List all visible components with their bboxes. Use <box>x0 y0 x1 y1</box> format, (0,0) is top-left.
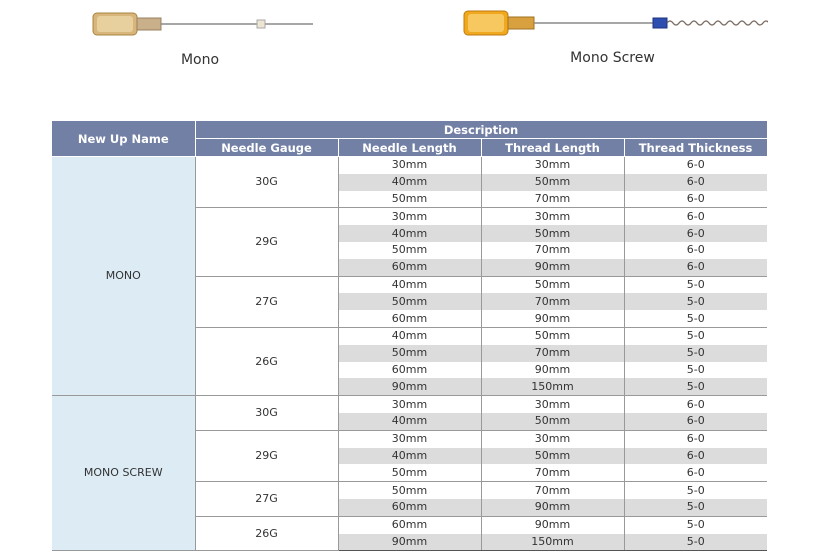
thread-thickness-cell: 5-0 <box>624 362 767 379</box>
thread-thickness-cell: 6-0 <box>624 396 767 413</box>
thread-length-cell: 50mm <box>481 225 624 242</box>
thread-thickness-cell: 6-0 <box>624 225 767 242</box>
thread-length-cell: 50mm <box>481 327 624 344</box>
thread-thickness-cell: 5-0 <box>624 516 767 533</box>
thread-thickness-cell: 6-0 <box>624 157 767 174</box>
needle-length-cell: 30mm <box>338 396 481 413</box>
thread-thickness-cell: 5-0 <box>624 345 767 362</box>
needle-gauge-cell: 27G <box>195 276 338 327</box>
header-new-up-name: New Up Name <box>52 121 195 157</box>
thread-length-cell: 30mm <box>481 430 624 447</box>
thread-length-cell: 70mm <box>481 242 624 259</box>
needle-length-cell: 50mm <box>338 345 481 362</box>
thread-length-cell: 90mm <box>481 259 624 276</box>
mono-product <box>80 10 320 68</box>
needle-length-cell: 30mm <box>338 208 481 225</box>
mono-screw-product <box>455 8 770 66</box>
header-needle-length: Needle Length <box>338 139 481 157</box>
thread-thickness-cell: 6-0 <box>624 464 767 481</box>
needle-length-cell: 30mm <box>338 430 481 447</box>
thread-length-cell: 50mm <box>481 448 624 465</box>
needle-length-cell: 40mm <box>338 276 481 293</box>
thread-thickness-cell: 5-0 <box>624 534 767 551</box>
thread-thickness-cell: 6-0 <box>624 174 767 191</box>
thread-thickness-cell: 6-0 <box>624 430 767 447</box>
needle-length-cell: 50mm <box>338 464 481 481</box>
table-row <box>52 396 767 413</box>
needle-length-cell: 40mm <box>338 225 481 242</box>
thread-thickness-cell: 6-0 <box>624 208 767 225</box>
needle-length-cell: 40mm <box>338 448 481 465</box>
needle-length-cell: 60mm <box>338 362 481 379</box>
thread-length-cell: 30mm <box>481 396 624 413</box>
thread-length-cell: 30mm <box>481 208 624 225</box>
thread-length-cell: 90mm <box>481 310 624 327</box>
thread-thickness-cell: 5-0 <box>624 482 767 499</box>
thread-length-cell: 30mm <box>481 157 624 174</box>
needle-gauge-cell: 29G <box>195 430 338 481</box>
needle-gauge-cell: 26G <box>195 327 338 395</box>
thread-length-cell: 70mm <box>481 345 624 362</box>
needle-gauge-cell: 29G <box>195 208 338 276</box>
thread-length-cell: 70mm <box>481 293 624 310</box>
mono-caption: Mono <box>180 52 220 68</box>
thread-thickness-cell: 6-0 <box>624 242 767 259</box>
needle-length-cell: 60mm <box>338 259 481 276</box>
needle-length-cell: 60mm <box>338 310 481 327</box>
thread-length-cell: 70mm <box>481 191 624 208</box>
thread-thickness-cell: 6-0 <box>624 413 767 430</box>
thread-length-cell: 50mm <box>481 174 624 191</box>
needle-length-cell: 50mm <box>338 293 481 310</box>
mono-screw-needle-image <box>458 8 768 38</box>
thread-length-cell: 70mm <box>481 482 624 499</box>
needle-length-cell: 90mm <box>338 378 481 395</box>
needle-length-cell: 60mm <box>338 499 481 516</box>
product-name-cell: MONO SCREW <box>52 396 195 551</box>
header-needle-gauge: Needle Gauge <box>195 139 338 157</box>
needle-length-cell: 40mm <box>338 327 481 344</box>
product-spec-table <box>52 120 768 551</box>
needle-gauge-cell: 27G <box>195 482 338 517</box>
needle-length-cell: 50mm <box>338 191 481 208</box>
needle-length-cell: 50mm <box>338 482 481 499</box>
thread-thickness-cell: 5-0 <box>624 310 767 327</box>
needle-length-cell: 40mm <box>338 413 481 430</box>
thread-length-cell: 150mm <box>481 378 624 395</box>
thread-thickness-cell: 5-0 <box>624 499 767 516</box>
thread-thickness-cell: 6-0 <box>624 259 767 276</box>
needle-gauge-cell: 26G <box>195 516 338 551</box>
needle-gauge-cell: 30G <box>195 396 338 431</box>
needle-length-cell: 60mm <box>338 516 481 533</box>
needle-length-cell: 30mm <box>338 157 481 174</box>
thread-thickness-cell: 6-0 <box>624 448 767 465</box>
mono-needle-image <box>85 10 315 38</box>
thread-length-cell: 150mm <box>481 534 624 551</box>
needle-length-cell: 50mm <box>338 242 481 259</box>
thread-thickness-cell: 5-0 <box>624 293 767 310</box>
thread-thickness-cell: 5-0 <box>624 378 767 395</box>
thread-length-cell: 50mm <box>481 413 624 430</box>
thread-thickness-cell: 5-0 <box>624 327 767 344</box>
needle-gauge-cell: 30G <box>195 157 338 208</box>
product-name-cell: MONO <box>52 157 195 396</box>
thread-length-cell: 70mm <box>481 464 624 481</box>
header-description: Description <box>195 121 767 139</box>
header-thread-thickness: Thread Thickness <box>624 139 767 157</box>
thread-length-cell: 90mm <box>481 499 624 516</box>
thread-thickness-cell: 6-0 <box>624 191 767 208</box>
thread-length-cell: 90mm <box>481 362 624 379</box>
thread-length-cell: 50mm <box>481 276 624 293</box>
mono-screw-caption: Mono Screw <box>570 50 655 66</box>
thread-thickness-cell: 5-0 <box>624 276 767 293</box>
table-row <box>52 157 767 174</box>
needle-length-cell: 40mm <box>338 174 481 191</box>
header-thread-length: Thread Length <box>481 139 624 157</box>
needle-length-cell: 90mm <box>338 534 481 551</box>
thread-length-cell: 90mm <box>481 516 624 533</box>
